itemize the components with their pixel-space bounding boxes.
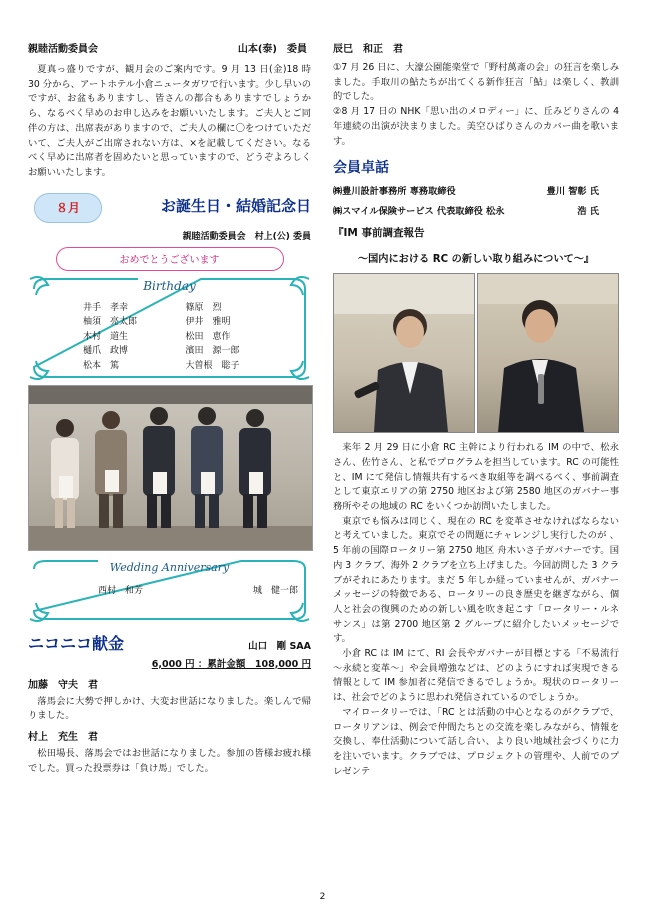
speaker-photo [477,273,619,433]
birthday-names [83,301,288,374]
nico-entry-text: 落馬会に大勢で押しかけ、大変お世話になりました。楽しんで帰りました。 [28,695,311,722]
nico-entry-name: 加藤 守夫 君 [28,679,98,691]
right-column [333,40,619,779]
report-paragraph: マイロータリーでは、「RC とは活動の中心となるのがクラブで、ロータリアンは、例会で仲間たちとの交流を楽しみながら、情報を交換し、奉仕活動について話し合い、より良い地域社会づくりに力を注いでいます。クラブでは、プロジェクトの管理や、人前でのプレゼンテ [333,706,619,777]
speaker-photos [333,273,619,433]
nico-amount: 6,000 円 ：累計金額 108,000 円 [151,658,311,670]
birthday-frame [28,275,311,381]
kanboku-body: 夏真っ盛りですが、観月会のご案内です。9 月 13 日(金)18 時 30 分から、アートホテル小倉ニュータガワで行います。少し早いのですが、お盆もありますし、皆さんの都合もありますでしょうから、なるべく早めのお申し込みをお願いいたします。ご夫人とご同伴の方は、出席表がありますので、ご夫人の欄に〇をつけていただいて、ご夫人がご出席されない方は、×を記載してください。なるべく早めに出席者を固めたいと思っていますので、どうぞよろしくお願いいたします。 [28,64,311,178]
nico-entry-text: 松田場長、落馬会ではお世話になりました。参加の皆様お疲れ様でした。買った投票券は「負け馬」でした。 [28,748,311,774]
birthday-title-row [28,191,311,227]
nico-saa: 山口 剛 SAA [248,640,311,652]
page-number: 2 [319,892,326,902]
report-title: 『IM 事前調査報告 [333,227,425,240]
wedding-name: 西村 和芳 [98,585,144,596]
members-group-photo [28,385,313,551]
speaker-photo [333,273,475,433]
wedding-title: Wedding Anniversary [109,560,230,574]
speaker-row: ㈱豊川設計事務所 専務取締役 豊川 智彰 氏 [333,186,599,198]
speaker-photo-icon [478,274,618,432]
wedding-name: 城 健一郎 [252,585,298,596]
nico-title: ニコニコ献金 [28,633,125,653]
congrats-banner: おめでとうございます [56,247,284,271]
name-row: 柚須 亮太郎 伊井 雅明 [83,317,231,328]
kanboku-name: 山本(泰) 委員 [237,44,307,55]
speaker-photo-icon [334,274,474,432]
report-paragraph: 来年 2 月 29 日に小倉 RC 主幹により行われる IM の中で、松永さん、佐竹さん、と私でプログラムを担当しています。RC の可能性と、IM にて発信し情報共有するべき取組等を調べるべく、事前調査として東京エリアの第 2750 地区および第 2580 地区のガバナー事務所やその地域の RC をいくつか訪問いたしました。 [333,442,619,513]
birthday-heading: お誕生日・結婚記念日 [160,196,311,215]
month-badge: ８月 [34,193,102,223]
birthday-committee: 親睦活動委員会 村上(公) 委員 [182,231,311,242]
left-column [28,40,311,776]
name-row: 井手 孝幸 篠原 烈 [83,302,222,313]
kanboku-header [28,40,311,55]
tatsumi-name: 辰巳 和正 君 [333,44,403,55]
report-paragraph: 東京でも悩みは同じく、現在の RC を変革させなければならないと考えていました。東京でその問題にチャレンジし実行したのが 、5 年前の国際ロータリー第 2750 地区 舟木いさ子ガバナーです。国内 3 クラブ、海外 2 クラブを立ち上げました。今回訪問した 3 クラブがそれにあたります。まだ 5 年しか経っていませんが、ガバナーメッセージの特徴である、ロータリーの良き歴史を継ぎながら、個人と社会の復興のための新しい風を吹き起こす「ロータリー・ルネサンス」は第 2700 地区第 2 グループに紹介したいメッセージです。 [333,515,619,645]
nico-header [28,631,311,654]
group-photo-icon [29,386,312,550]
tatsumi-item: ①7 月 26 日に、大濠公園能楽堂で「野村萬斎の会」の狂言を楽しみました。手取川の鮎たちが出てくる新作狂言「鮎」は楽しく、教訓的でした。 [333,62,619,103]
name-row: 木村 道生 松田 恵作 [83,331,231,342]
report-subtitle: ～国内における RC の新しい取り組みについて～』 [357,254,595,266]
speaker-row: ㈱スマイル保険サービス 代表取締役 松永 浩 氏 [333,206,599,218]
name-row: 松本 篤 大曽根 聡子 [83,360,240,371]
birthday-frame-title: Birthday [143,278,196,293]
name-row: 樋爪 政博 濱田 源一郎 [83,346,240,357]
kanboku-title: 親睦活動委員会 [28,44,98,55]
wedding-frame [28,557,311,623]
kaiin-title: 会員卓話 [333,160,389,177]
tatsumi-item: ②8 月 17 日の NHK「思い出のメロディー」に、丘みどりさんの 4 年連続の出演が決まりました。美空ひばりさんのカバー曲を歌います。 [333,106,619,147]
report-paragraph: 小倉 RC は IM にて、RI 会長やガバナーが目標とする「不易流行～永続と変革～」や会員増強などは、どのようにすれば実現できる情報として IM 参加者に発信できるでしょうか。現状のロータリーは、社会でどのように思われ発信されているのでしょうか。 [333,648,619,704]
wedding-names [98,583,298,596]
nico-entry-name: 村上 充生 君 [28,732,98,744]
